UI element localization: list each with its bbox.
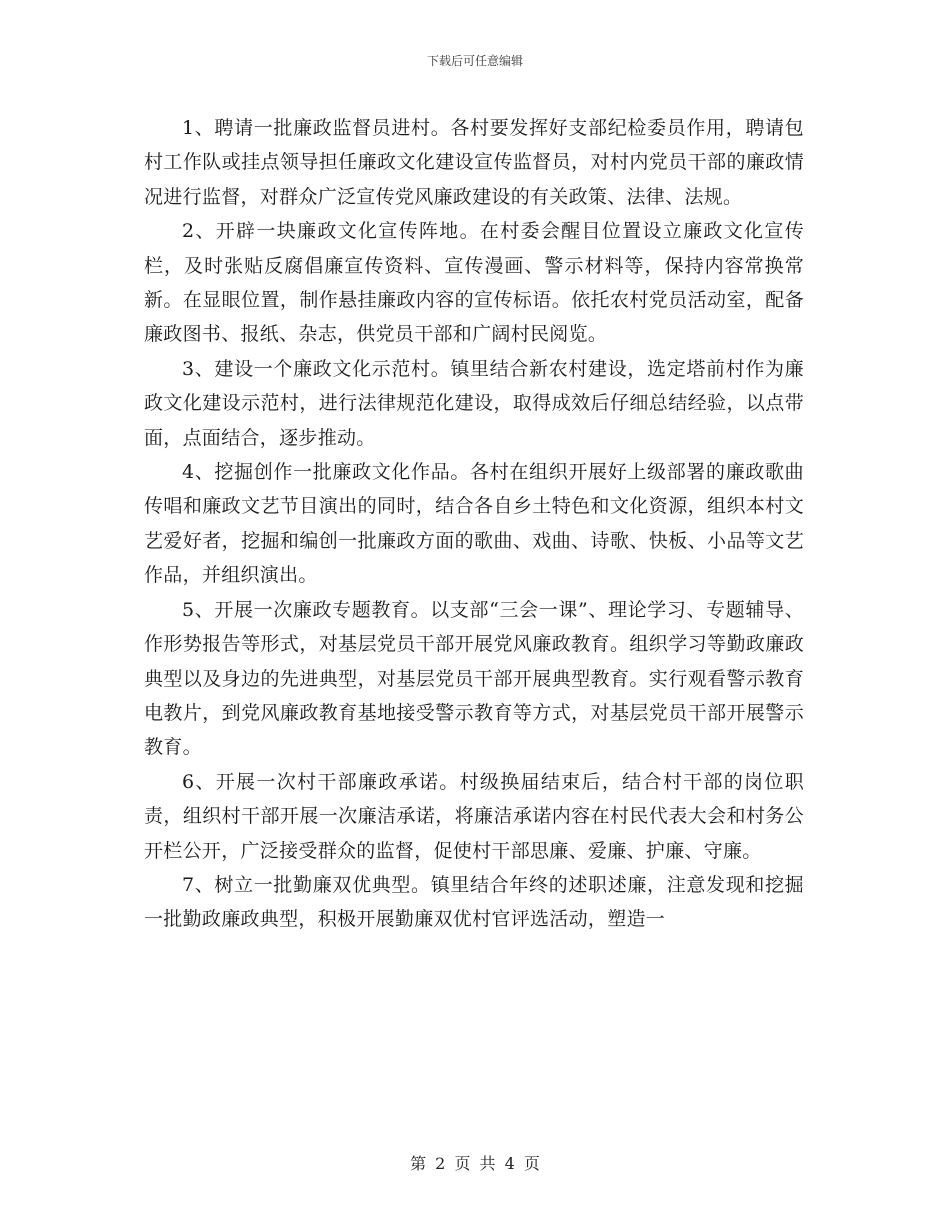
paragraph-2: 2、开辟一块廉政文化宣传阵地。在村委会醒目位置设立廉政文化宣传栏，及时张贴反腐倡廉宣传资料、宣传漫画、警示材料等，保持内容常换常新。在显眼位置，制作悬挂廉政内容的宣传标语。依托农村党员活动室，配备廉政图书、报纸、杂志，供党员干部和广阔村民阅览。	[144, 220, 804, 346]
paragraph-7: 7、树立一批勤廉双优典型。镇里结合年终的述职述廉，注意发现和挖掘一批勤政廉政典型，积极开展勤廉双优村官评选活动，塑造一	[144, 873, 804, 931]
paragraph-6: 6、开展一次村干部廉政承诺。村级换届结束后，结合村干部的岗位职责，组织村干部开展一次廉洁承诺，将廉洁承诺内容在村民代表大会和村务公开栏公开，广泛接受群众的监督，促使村干部思廉、爱廉、护廉、守廉。	[144, 770, 804, 862]
paragraph-5: 5、开展一次廉政专题教育。以支部“三会一课”、理论学习、专题辅导、作形势报告等形式，对基层党员干部开展党风廉政教育。组织学习等勤政廉政典型以及身边的先进典型，对基层党员干部开展典型教育。实行观看警示教育电教片，到党风廉政教育基地接受警示教育等方式，对基层党员干部开展警示教育。	[144, 598, 804, 759]
page-number-footer: 第 2 页 共 4 页	[410, 1154, 540, 1173]
document-body	[144, 111, 804, 937]
paragraph-1: 1、聘请一批廉政监督员进村。各村要发挥好支部纪检委员作用，聘请包村工作队或挂点领导担任廉政文化建设宣传监督员，对村内党员干部的廉政情况进行监督，对群众广泛宣传党风廉政建设的有关政策、法律、法规。	[144, 117, 804, 208]
page-header: 下载后可任意编辑	[426, 54, 523, 68]
paragraph-3: 3、建设一个廉政文化示范村。镇里结合新农村建设，选定塔前村作为廉政文化建设示范村，进行法律规范化建设，取得成效后仔细总结经验，以点带面，点面结合，逐步推动。	[144, 357, 804, 449]
paragraph-4: 4、挖掘创作一批廉政文化作品。各村在组织开展好上级部署的廉政歌曲传唱和廉政文艺节目演出的同时，结合各自乡土特色和文化资源，组织本村文艺爱好者，挖掘和编创一批廉政方面的歌曲、戏曲、诗歌、快板、小品等文艺作品，并组织演出。	[144, 461, 804, 587]
